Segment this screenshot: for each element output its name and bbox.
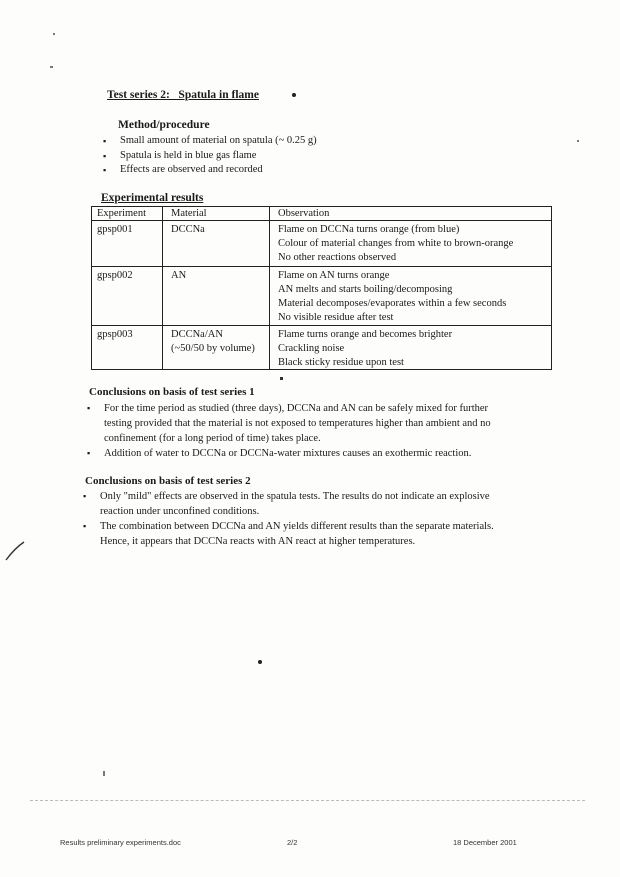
method-list [101, 134, 317, 178]
list-item: ▪ Small amount of material on spatula (~ 0.25 g) [101, 134, 317, 149]
scan-speck [53, 33, 55, 35]
cell-observation: AN melts and starts boiling/decomposing [278, 284, 453, 295]
page-heading: Test series 2: Spatula in flame [107, 89, 259, 101]
method-title: Method/procedure [118, 119, 210, 131]
cell-experiment: gpsp003 [97, 329, 133, 340]
cell-material: DCCNa/AN [171, 329, 223, 340]
scan-speck [258, 660, 262, 664]
scan-speck [292, 93, 296, 97]
scan-speck [103, 771, 105, 776]
cell-experiment: gpsp001 [97, 224, 133, 235]
header-experiment: Experiment [97, 208, 146, 219]
footer-filename: Results preliminary experiments.doc [60, 838, 181, 847]
cell-observation: Crackling noise [278, 343, 345, 354]
conclusions1-list [85, 401, 515, 461]
cell-material: AN [171, 270, 187, 281]
conclusions2-title: Conclusions on basis of test series 2 [85, 475, 251, 487]
list-item: ▪ Effects are observed and recorded [101, 163, 317, 178]
scan-speck [577, 140, 579, 142]
cell-observation: Black sticky residue upon test [278, 357, 404, 368]
cell-observation: No visible residue after test [278, 312, 394, 323]
header-material: Material [171, 208, 207, 219]
cell-observation: Flame turns orange and becomes brighter [278, 329, 453, 340]
list-item: ▪ The combination between DCCNa and AN yields different results than the separate materials. Hence, it appears that DCCNa reacts with AN react at higher temperatures. [81, 519, 511, 549]
cell-observation: Flame on AN turns orange [278, 270, 390, 281]
cell-observation: Flame on DCCNa turns orange (from blue) [278, 224, 460, 235]
list-item: ▪ For the time period as studied (three days), DCCNa and AN can be safely mixed for further testing provided that the material is not exposed to temperatures higher than ambient and no confinement (for a long period of time) takes place. [85, 401, 515, 446]
footer-date: 18 December 2001 [453, 838, 517, 847]
scan-speck [50, 66, 53, 68]
list-item: ▪ Addition of water to DCCNa or DCCNa-water mixtures causes an exothermic reaction. [85, 446, 515, 461]
cell-observation: Colour of material changes from white to brown-orange [278, 238, 514, 249]
margin-mark [4, 540, 26, 564]
results-table [91, 206, 552, 370]
cell-experiment: gpsp002 [97, 270, 133, 281]
cell-material: DCCNa [171, 224, 205, 235]
conclusions1-title: Conclusions on basis of test series 1 [89, 386, 255, 398]
list-item: ▪ Only "mild" effects are observed in the spatula tests. The results do not indicate an explosive reaction under unconfined conditions. [81, 489, 511, 519]
conclusions2-list [81, 489, 511, 549]
scan-speck [280, 377, 283, 380]
list-item: ▪ Spatula is held in blue gas flame [101, 149, 317, 164]
cell-observation: No other reactions observed [278, 252, 397, 263]
footer-page: 2/2 [287, 838, 298, 847]
cell-material: (~50/50 by volume) [171, 343, 255, 354]
cell-observation: Material decomposes/evaporates within a few seconds [278, 298, 507, 309]
header-observation: Observation [278, 208, 330, 219]
scan-artifact-line [30, 800, 585, 801]
results-title: Experimental results [101, 192, 204, 204]
